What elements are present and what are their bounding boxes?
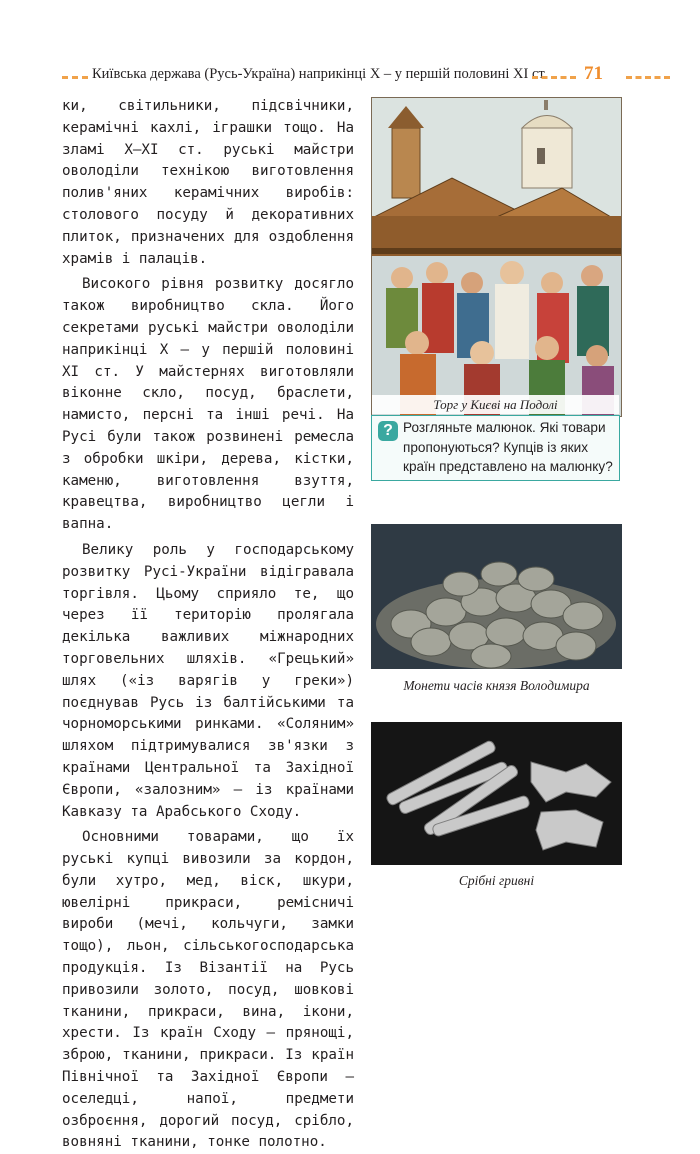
header-divider-middle xyxy=(532,76,576,79)
question-icon: ? xyxy=(378,421,398,441)
page-number: 71 xyxy=(584,63,603,84)
paragraph: Велику роль у господарському розвитку Русі-України відігравала торгівля. Цьому сприяло те, що через її територію пролягала декілька важливих міжнародних торговельних шляхів. «Грецький» шлях («із варягів у греки») поєднував Русь із балтійськими та чорноморськими ринками. «Соляним» шляхом підтримувалися зв'язки з країнами Центральної та Західної Європи, «залозним» — із країнами Кавказу та Арабського Сходу. xyxy=(62,541,354,820)
coins-photo-drawing xyxy=(371,524,622,669)
question-text: Розгляньте малюнок. Які товари пропонуються? Купців із яких країн представлено на малюнку? xyxy=(403,420,613,474)
coins-caption: Монети часів князя Володимира xyxy=(403,678,590,693)
market-illustration xyxy=(371,97,622,417)
header-divider-left xyxy=(62,76,88,79)
coins-photo xyxy=(371,524,622,669)
main-text-column xyxy=(62,96,354,1154)
hryvnias-caption: Срібні гривні xyxy=(458,873,535,888)
market-illustration-drawing xyxy=(372,98,621,416)
paragraph: ки, світильники, підсвічники, керамічні кахлі, іграшки тощо. На зламі X–XI ст. руські майстри оволоділи технікою виготовлення полив'яних керамічних виробів: столового посуду й декоративних плиток, призначених для оздоблення храмів і палаців. xyxy=(62,98,354,267)
question-box xyxy=(371,415,620,481)
paragraph: Основними товарами, що їх руські купці вивозили за кордон, були хутро, мед, віск, шкури, ювелірні прикраси, ремісничі вироби (мечі, кольчуги, замки тощо), льон, сільськогосподарська продукція. Із Візантії на Русь привозили золото, посуд, шовкові тканини, прикраси, вина, ікони, хрести. Із країн Сходу — прянощі, зброю, тканини, прикраси. Із країн Північної та Західної Європи — оселедці, напої, предмети озброєння, дорогий посуд, срібло, вовняні тканини, тонке полотно. xyxy=(62,829,354,1151)
header-divider-right xyxy=(626,76,670,79)
hryvnias-photo xyxy=(371,722,622,865)
market-caption: Торг у Києві на Подолі xyxy=(372,395,619,414)
header-title: Київська держава (Русь-Україна) наприкінці X – у першій половині XI ст. xyxy=(92,66,548,82)
running-header xyxy=(0,62,700,90)
paragraph: Високого рівня розвитку досягло також виробництво скла. Його секретами руські майстри оволоділи наприкінці X – у першій половині XI ст. У майстернях виготовляли віконне скло, посуд, браслети, намисто, персні та інші речі. На Русі були також розвинені ремесла з обробки шкіри, дерева, кістки, каменю, виготовлення взуття, кравецтва, виробництво цегли і вапна. xyxy=(62,276,354,533)
hryvnias-photo-drawing xyxy=(371,722,622,865)
